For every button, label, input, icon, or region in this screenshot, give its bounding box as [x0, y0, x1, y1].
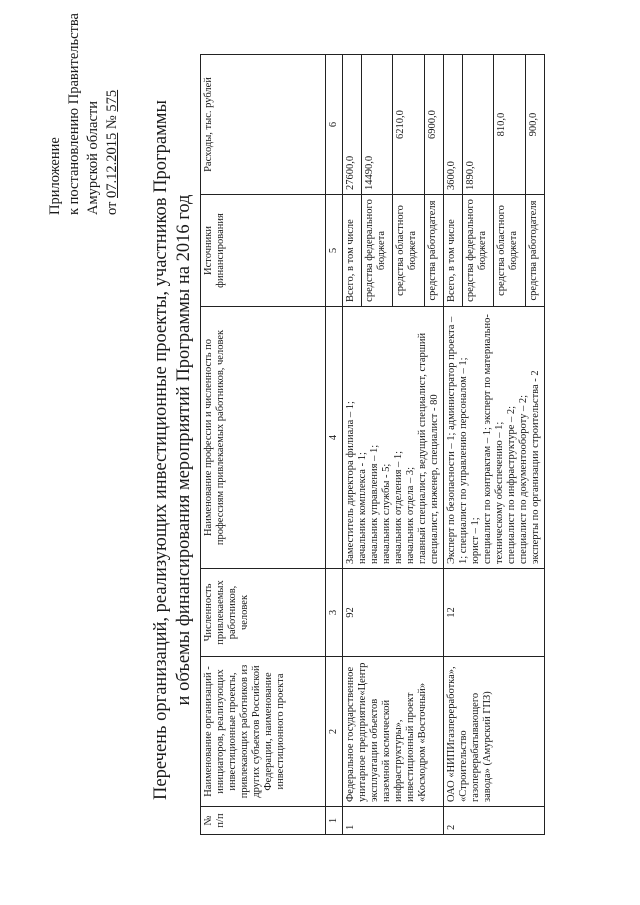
row-headcount: 12 — [444, 569, 545, 657]
date-prefix: от — [104, 201, 120, 215]
column-number: 4 — [326, 307, 343, 569]
header-headcount: Численность привлекаемых работников, человек — [201, 569, 326, 657]
financing-amount: 6900,0 — [425, 55, 444, 195]
approval-date-line — [103, 15, 122, 215]
profession-item: специалист по контрактам – 1; эксперт по материально-техническому обеспечению – 1; — [482, 314, 505, 564]
financing-source: средства областного бюджета — [494, 195, 526, 307]
financing-amount: 810,0 — [494, 55, 526, 195]
profession-item: юрист – 1; — [470, 517, 481, 564]
header-professions: Наименование профессии и численность по профессиям привлекаемых работников, человек — [201, 307, 326, 569]
column-number: 1 — [326, 807, 343, 835]
row-professions — [343, 307, 444, 569]
row-num: 1 — [343, 807, 444, 835]
column-number: 2 — [326, 657, 343, 807]
header-expenses: Расходы, тыс. рублей — [201, 55, 326, 195]
row-professions — [444, 307, 545, 569]
profession-item: специалист по документообороту – 2; — [518, 394, 529, 564]
column-number: 6 — [326, 55, 343, 195]
profession-item: специалист по инфраструктуре – 2; — [506, 405, 517, 564]
profession-item: Эксперт по безопасности – 1; администратор проекта – 1; специалист по управлению персоналом – 1; — [446, 316, 469, 564]
financing-amount: 1890,0 — [462, 55, 494, 195]
profession-item: начальник службы - 5; — [381, 463, 392, 564]
row-num: 2 — [444, 807, 545, 835]
approval-line: Амурской области — [85, 101, 101, 215]
financing-amount: 6210,0 — [393, 55, 425, 195]
page-title — [150, 55, 196, 845]
header-sources: Источники финансирования — [201, 195, 326, 307]
approval-line: к постановлению Правительства — [66, 13, 82, 215]
approval-stamp — [46, 15, 122, 215]
row-headcount: 92 — [343, 569, 444, 657]
column-number: 3 — [326, 569, 343, 657]
profession-item: начальник отдела – 3; — [405, 466, 416, 564]
profession-item: начальник управления – 1; — [369, 444, 380, 564]
row-org: ОАО «НИПИгазпереработка», «Строительство газоперерабатывающего завода» (Амурский ГПЗ) — [444, 657, 545, 807]
column-number: 5 — [326, 195, 343, 307]
profession-item: начальник отделения – 1; — [393, 450, 404, 564]
row-org: Федеральное государственное унитарное предприятие«Центр эксплуатации объектов наземной космической инфраструктуры», инвестиционный проект «Космодром «Восточный» — [343, 657, 444, 807]
financing-amount: 3600,0 — [444, 55, 463, 195]
financing-source: средства федерального бюджета — [462, 195, 494, 307]
financing-amount: 14490,0 — [361, 55, 393, 195]
profession-item: эксперты по организации строительства - 2 — [530, 370, 541, 564]
approval-line: Приложение — [47, 137, 63, 215]
financing-source: средства областного бюджета — [393, 195, 425, 307]
table-header-row — [201, 55, 326, 835]
table-row — [444, 55, 463, 835]
number-prefix: № — [104, 115, 120, 130]
header-org: Наименование организаций - инициаторов, реализующих инвестиционные проекты, привлекающих работников из других субъектов Российской Федерации, наименование инвестиционного проекта — [201, 657, 326, 807]
financing-amount: 900,0 — [526, 55, 545, 195]
program-table — [200, 54, 545, 835]
financing-source: средства работодателя — [526, 195, 545, 307]
profession-item: главный специалист, ведущий специалист, старший специалист, инженер, специалист - 80 — [417, 332, 440, 564]
financing-source: Всего, в том числе — [343, 195, 362, 307]
financing-source: средства работодателя — [425, 195, 444, 307]
financing-amount: 27600,0 — [343, 55, 362, 195]
header-num: № п/п — [201, 807, 326, 835]
financing-source: средства федерального бюджета — [361, 195, 393, 307]
column-number-row — [326, 55, 343, 835]
approval-number: 575 — [104, 89, 120, 112]
table-row — [343, 55, 362, 835]
profession-item: Заместитель директора филиала – 1; — [345, 401, 356, 564]
profession-item: начальник комплекса - 1; — [357, 452, 368, 564]
approval-date: 07.12.2015 — [104, 132, 120, 198]
title-line: и объемы финансирования мероприятий Программы на 2016 год — [174, 194, 194, 706]
financing-source: Всего, в том числе — [444, 195, 463, 307]
title-line: Перечень организаций, реализующих инвестиционные проекты, участников Программы — [151, 100, 171, 800]
